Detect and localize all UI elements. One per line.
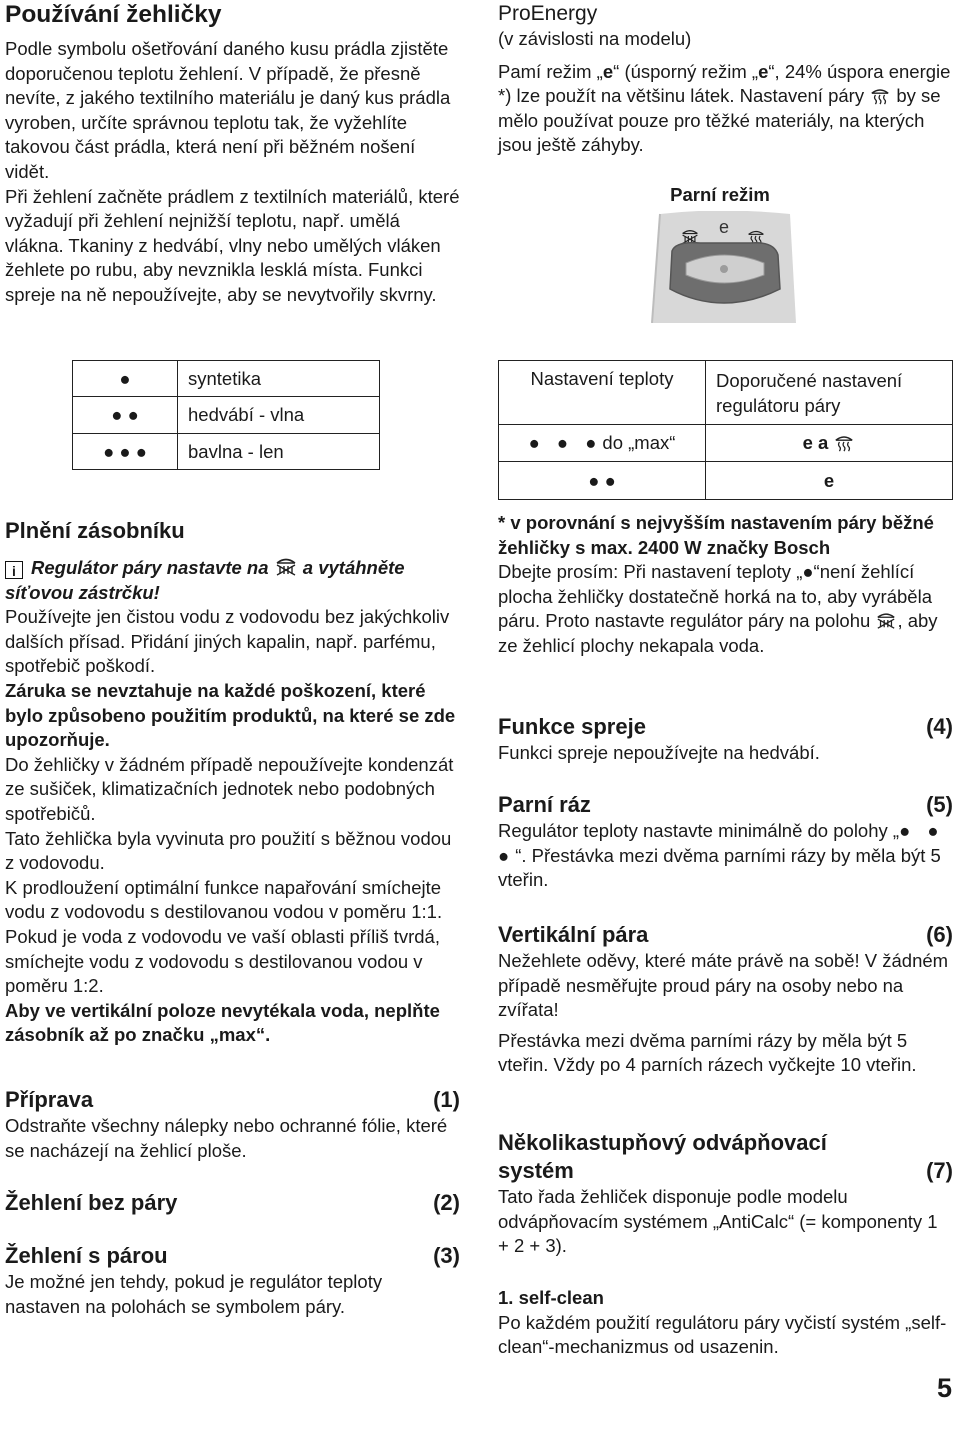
spray-text: Funkci spreje nepoužívejte na hedvábí. [498,742,820,763]
energy-note-text: Dbejte prosím: Při nastavení teploty „●“není žehlící plocha žehličky dostatečně horká na to, aby vyráběla páru. Proto nastavte regulátor páry na polohu , aby ze žehlicí plochy nekapala voda. [498,561,938,656]
section-title-ironing: Používání žehličky [5,1,222,28]
table-header-steam: Doporučené nastavení regulátoru páry [706,361,953,425]
preparation-title: Příprava (1) [5,1087,460,1112]
vertical-steam-warning: Nežehlete oděvy, které máte právě na sobě! V žádném případě nesměřujte proud páry na osoby nebo na zvířata! [498,950,949,1021]
energy-footnote: * v porovnání s nejvyšším nastavením páry běžné žehličky s max. 2400 W značky Bosch [498,512,934,558]
vertical-steam-section [498,921,953,1078]
ironing-paragraph-2: Při žehlení začněte prádlem z textilních materiálů, které vyžadují při žehlení nejnižší teplotu, např. umělá vlákna. Tkaniny z hedvábí, vlny nebo umělých vláken žehlete po rubu, aby nevznikla lesklá místa. Funkci spreje na ně nepoužívejte, aby se nevytvořily skvrny. [5,185,460,305]
dial-label: Parní režim [670,184,770,205]
fill-warranty-note: Záruka se nevztahuje na každé poškození, které bylo způsobeno použitím produktů, na které se zde upozorňuje. [5,679,456,751]
steam-shot-text: Regulátor teploty nastavte minimálně do polohy „● ● ●“. Přestávka mezi dvěma parními rázy by měla být 5 vteřin. [498,820,945,891]
steam-off-icon [274,555,298,577]
preparation-text: Odstraňte všechny nálepky nebo ochranné fólie, které se nacházejí na žehlicí ploše. [5,1115,448,1161]
anticalc-section [498,1129,953,1259]
table-dots: ● ● [73,397,178,434]
fill-paragraph-5: K prodloužení optimální funkce napařování smíchejte vodu z vodovodu s destilovanou vodou v poměru 1:1. Pokud je voda z vodovodu ve vaší oblasti příliš tvrdá, smíchejte vodu z vodovodu s destilovanou vodou v poměru 1:2. [5,876,443,997]
anticalc-text: Tato řada žehliček disponuje podle modelu odvápňovacím systémem „AntiCalc“ (= komponenty 1 + 2 + 3). [498,1186,938,1257]
table-row-temp-2: ● ● [499,462,706,500]
table-row-temp-1: ● ● ●do „max“ [499,425,706,462]
proenergy-text: Pamí režim „e“ (úsporný režim „e“, 24% úspora energie *) lze použít na většinu látek. Nastavení páry by se mělo používat pouze pro těžké materiály, na kterých jsou ještě záhyby. [498,60,951,156]
energy-note-section [498,511,953,659]
spray-section [498,713,953,766]
fill-warning: i Regulátor páry nastavte na a vytáhněte síťovou zástrčku! [5,557,405,603]
vertical-steam-text: Přestávka mezi dvěma parními rázy by měla být 5 vteřin. Vždy po 4 parních rázech vyčkejte 10 vteřin. [498,1029,917,1076]
steam-setting-table [498,360,953,500]
spray-title: Funkce spreje (4) [498,714,953,739]
anticalc-title-line-1: Několikastupňový odvápňovací [498,1130,827,1155]
preparation-section [5,1086,460,1163]
steam-icon [869,85,891,105]
info-icon: i [5,561,23,579]
table-row-steam-2: e [706,462,953,500]
anticalc-title-line-2: systém (7) [498,1158,953,1183]
ironing-without-steam-section [5,1189,460,1217]
steam-dial-icon [640,211,800,323]
dial-e-mark: e [718,217,730,237]
steam-off-icon [875,610,897,630]
ironing-without-steam-title: Žehlení bez páry (2) [5,1190,460,1215]
self-clean-section [498,1286,953,1360]
proenergy-section [498,0,953,158]
temperature-table [72,360,380,470]
fill-paragraph-3: Do žehličky v žádném případě nepoužívejte kondenzát ze sušiček, klimatizačních jednotek nebo podobných spotřebičů. [5,753,454,824]
proenergy-title: ProEnergy [498,2,598,25]
left-column [5,0,460,308]
table-dots: ● ● ● [73,434,178,470]
page-number: 5 [936,1373,952,1403]
self-clean-text: Po každém použití regulátoru páry vyčistí systém „self-clean“-mechanizmus od usazenin. [498,1311,947,1358]
table-label: bavlna - len [178,434,380,470]
ironing-with-steam-text: Je možné jen tehdy, pokud je regulátor teploty nastaven na polohách se symbolem páry. [5,1271,383,1317]
fill-paragraph-4: Tato žehlička byla vyvinuta pro použití s běžnou vodou z vodovodu. [5,827,452,874]
ironing-paragraph-1: Podle symbolu ošetřování daného kusu prádla zjistěte doporučenou teplotu žehlení. V případě, že přesně nevíte, z jakého textilního materiálu je daný kus prádla vyroben, určíte správnou teplotu tak, že vyžehlíte takovou část prádla, která není při běžném nošení vidět. [5,38,451,182]
fill-section [5,517,460,1048]
ironing-with-steam-section [5,1242,460,1319]
steam-icon [833,432,855,452]
table-label: hedvábí - vlna [178,397,380,434]
fill-paragraph-1: Používejte jen čistou vodu z vodovodu bez jakýchkoliv dalších přísad. Přidání jiných kapalin, např. parfému, spotřebič poškodí. [5,606,450,677]
steam-dial-figure [640,183,800,323]
steam-shot-title: Parní ráz (5) [498,792,953,817]
ironing-with-steam-title: Žehlení s párou (3) [5,1243,460,1268]
table-dots: ● [73,361,178,397]
fill-title: Plnění zásobníku [5,518,185,543]
proenergy-subtitle: (v závislosti na modelu) [498,28,692,49]
fill-vertical-note: Aby ve vertikální poloze nevytékala voda, neplňte zásobník až po značku „max“. [5,999,440,1046]
table-row-steam-1: e a [706,425,953,462]
steam-shot-section [498,791,953,893]
vertical-steam-title: Vertikální pára (6) [498,922,953,947]
table-header-temperature: Nastavení teploty [499,361,706,425]
table-label: syntetika [178,361,380,397]
self-clean-title: 1. self-clean [498,1287,604,1308]
